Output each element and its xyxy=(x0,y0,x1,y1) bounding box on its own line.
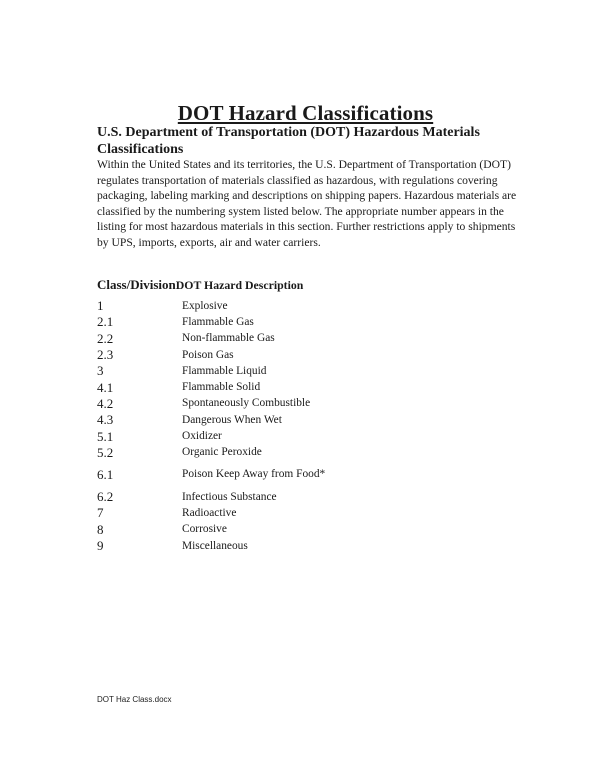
table-row xyxy=(97,331,397,347)
header-class-division: Class/Division xyxy=(97,277,176,292)
document-title: DOT Hazard Classifications xyxy=(177,101,434,125)
table-row xyxy=(97,461,397,489)
table-row xyxy=(97,347,397,363)
table-row xyxy=(97,379,397,395)
table-row xyxy=(97,396,397,412)
description-cell: Corrosive xyxy=(182,523,227,536)
table-row xyxy=(97,538,397,554)
table-row xyxy=(97,505,397,521)
class-cell: 9 xyxy=(97,538,104,553)
document-subtitle: U.S. Department of Transportation (DOT) Hazardous Materials Classifications xyxy=(97,125,480,157)
description-cell: Miscellaneous xyxy=(182,539,248,552)
table-row xyxy=(97,522,397,538)
class-cell: 8 xyxy=(97,521,104,537)
description-cell: Dangerous When Wet xyxy=(182,413,282,426)
description-cell: Infectious Substance xyxy=(182,490,277,503)
class-cell: 4.2 xyxy=(97,395,114,411)
class-cell: 2.2 xyxy=(97,330,114,346)
description-cell: Oxidizer xyxy=(182,430,222,443)
description-cell: Radioactive xyxy=(182,506,237,519)
description-cell: Non-flammable Gas xyxy=(182,332,275,345)
description-cell: Flammable Solid xyxy=(182,381,261,394)
class-cell: 6.1 xyxy=(97,466,114,482)
class-cell: 6.2 xyxy=(97,489,114,505)
description-cell: Flammable Gas xyxy=(182,315,254,328)
class-cell: 3 xyxy=(97,363,104,379)
table-row xyxy=(97,445,397,461)
description-cell: Spontaneously Combustible xyxy=(182,397,311,410)
footer-filename: DOT Haz Class.docx xyxy=(97,695,172,704)
class-cell: 4.1 xyxy=(97,379,114,395)
header-hazard-description: DOT Hazard Description xyxy=(175,278,304,292)
description-cell: Flammable Liquid xyxy=(182,364,267,377)
class-cell: 2.3 xyxy=(97,347,114,363)
table-header xyxy=(97,277,303,293)
class-cell: 5.1 xyxy=(97,428,114,444)
class-cell: 5.2 xyxy=(97,444,114,460)
class-cell: 1 xyxy=(97,298,104,314)
table-row xyxy=(97,363,397,379)
description-cell: Poison Keep Away from Food* xyxy=(182,468,326,481)
description-cell: Poison Gas xyxy=(182,348,234,361)
hazard-table xyxy=(97,298,397,554)
table-row xyxy=(97,314,397,330)
table-row xyxy=(97,412,397,428)
intro-paragraph: Within the United States and its territories, the U.S. Department of Transportation (DOT) regulates transportation of materials classified as hazardous, with regulations covering packaging, labeling marking and descriptions on shipping papers. Hazardous materials are classified by the numbering system listed below. The appropriate number appears in the listing for most hazardous materials in this section. Further restrictions apply to shipments by UPS, imports, exports, air and water carriers. xyxy=(97,158,517,249)
class-cell: 4.3 xyxy=(97,412,114,428)
table-row xyxy=(97,428,397,444)
description-cell: Explosive xyxy=(182,299,228,312)
class-cell: 2.1 xyxy=(97,314,114,330)
description-cell: Organic Peroxide xyxy=(182,446,262,459)
class-cell: 7 xyxy=(97,505,104,521)
table-row xyxy=(97,489,397,505)
table-row xyxy=(97,298,397,314)
